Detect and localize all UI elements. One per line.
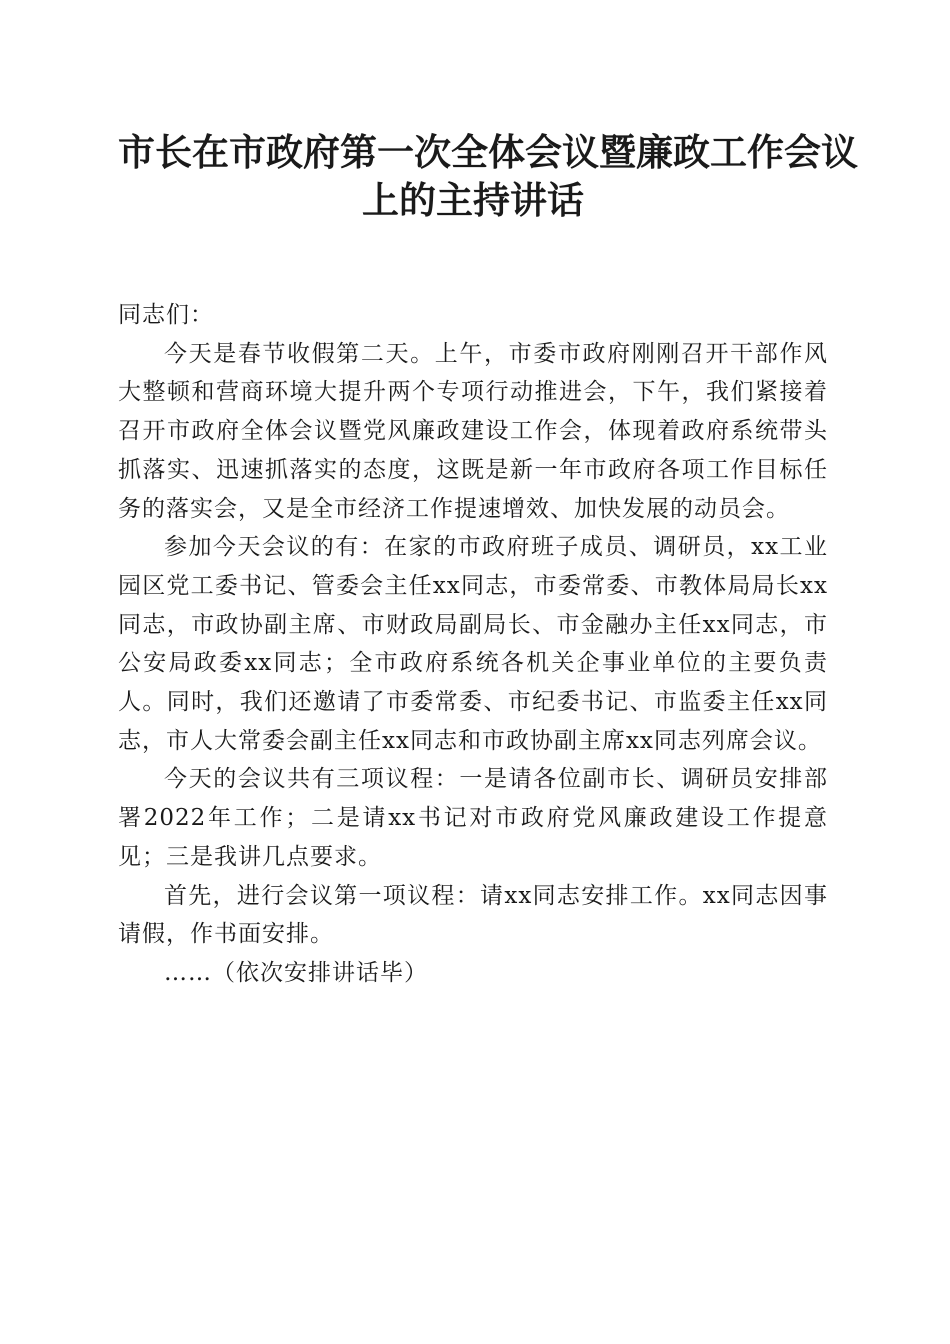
document-body [118,296,828,993]
salutation: 同志们： [118,302,214,328]
paragraph-first-item: 首先，进行会议第一项议程：请xx同志安排工作。xx同志因事请假，作书面安排。 [118,882,828,948]
title-line-1: 市长在市政府第一次全体会议暨廉政工作会议 [118,130,858,174]
paragraph-opening: 今天是春节收假第二天。上午，市委市政府刚刚召开干部作风大整顿和营商环境大提升两个专项行动推进会，下午，我们紧接着召开市政府全体会议暨党风廉政建设工作会，体现着政府系统带头抓落实、迅速抓落实的态度，这既是新一年市政府各项工作目标任务的落实会，又是全市经济工作提速增效、加快发展的动员会。 [118,340,828,522]
document-page [118,128,858,993]
document-title [118,128,858,224]
paragraph-closing-note: ……（依次安排讲话毕） [164,959,428,986]
paragraph-attendees: 参加今天会议的有：在家的市政府班子成员、调研员，xx工业园区党工委书记、管委会主任xx同志，市委常委、市教体局局长xx同志，市政协副主席、市财政局副局长、市金融办主任xx同志，市公安局政委xx同志；全市政府系统各机关企事业单位的主要负责人。同时，我们还邀请了市委常委、市纪委书记、市监委主任xx同志，市人大常委会副主任xx同志和市政协副主席xx同志列席会议。 [118,534,828,754]
title-line-2: 上的主持讲话 [362,178,584,222]
paragraph-agenda: 今天的会议共有三项议程：一是请各位副市长、调研员安排部署2022年工作；二是请xx书记对市政府党风廉政建设工作提意见；三是我讲几点要求。 [118,766,828,870]
